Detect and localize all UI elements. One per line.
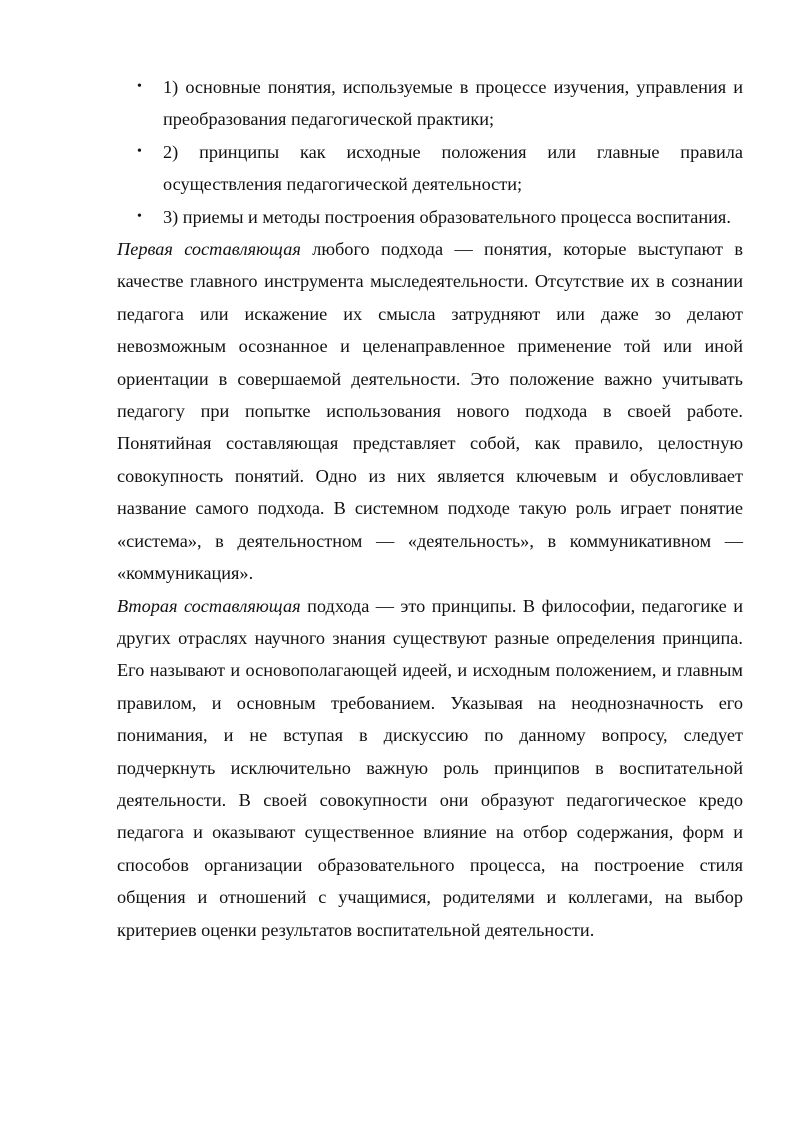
bullet-icon: • bbox=[137, 143, 142, 159]
list-item bbox=[117, 201, 743, 233]
paragraph-first-component bbox=[117, 233, 743, 589]
list-item-text: 3) приемы и методы построения образовательного процесса воспитания. bbox=[163, 206, 731, 227]
paragraph-second-component bbox=[117, 590, 743, 946]
paragraph-body: подхода — это принципы. В философии, педагогике и других отраслях научного знания существуют разные определения принципа. Его называют и основополагающей идеей, и исходным положением, и главным правилом, и основным требованием. Указывая на неоднозначность его понимания, и не вступая в дискуссию по данному вопросу, следует подчеркнуть исключительно важную роль принципов в воспитательной деятельности. В своей совокупности они образуют педагогическое кредо педагога и оказывают существенное влияние на отбор содержания, форм и способов организации образовательного процесса, на построение стиля общения и отношений с учащимися, родителями и коллегами, на выбор критериев оценки результатов воспитательной деятельности. bbox=[117, 595, 743, 940]
list-item bbox=[117, 136, 743, 201]
document-page bbox=[117, 71, 743, 946]
bullet-icon: • bbox=[137, 208, 142, 224]
list-item bbox=[117, 71, 743, 136]
paragraph-lead: Вторая составляющая bbox=[117, 595, 301, 616]
paragraph-body: любого подхода — понятия, которые выступают в качестве главного инструмента мыследеятельности. Отсутствие их в сознании педагога или искажение их смысла затрудняют или даже зо делают невозможным осознанное и целенаправленное применение той или иной ориентации в совершаемой деятельности. Это положение важно учитывать педагогу при попытке использования нового подхода в своей работе. Понятийная составляющая представляет собой, как правило, целостную совокупность понятий. Одно из них является ключевым и обусловливает название самого подхода. В системном подходе такую роль играет понятие «система», в деятельностном — «деятельность», в коммуникативном — «коммуникация». bbox=[117, 239, 743, 584]
list-item-text: 1) основные понятия, используемые в процессе изучения, управления и преобразования педагогической практики; bbox=[163, 77, 743, 130]
list-item-text: 2) принципы как исходные положения или главные правила осуществления педагогической деятельности; bbox=[163, 141, 743, 195]
bullet-icon: • bbox=[137, 79, 142, 94]
components-list bbox=[117, 71, 743, 233]
paragraph-lead: Первая составляющая bbox=[117, 239, 301, 260]
